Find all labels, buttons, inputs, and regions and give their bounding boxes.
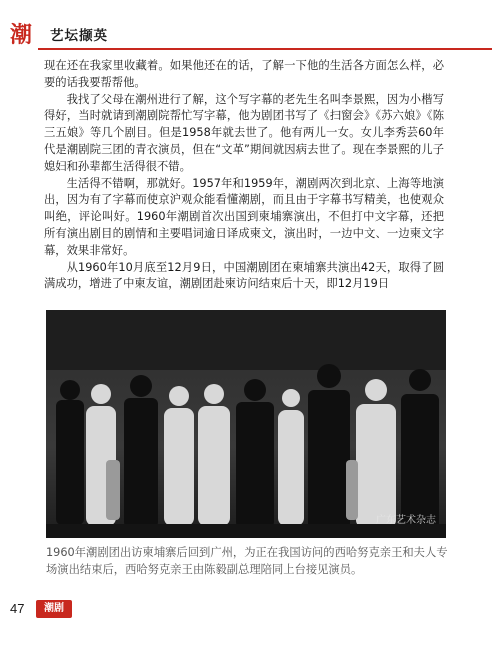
section-title: 艺坛撷英: [50, 28, 108, 44]
photo-watermark: 广东艺术杂志: [376, 515, 436, 526]
paragraph: 我找了父母在潮州进行了解，这个写字幕的老先生名叫李景熙，因为小楷写得好，当时就请到潮剧院帮忙写字幕，他为剧团书写了《扫窗会》《苏六娘》《陈三五娘》等几个剧目。但是1958年就去世了。他有两儿一女。女儿李秀芸60年代是潮剧院三团的青衣演员，但在“文革”期间就因病去世了。现在李景熙的儿子媳妇和孙辈都生活得很不错。: [44, 92, 444, 173]
paragraph: 生活得不错啊，那就好。1957年和1959年，潮剧两次到北京、上海等地演出，因为有了字幕而使京沪观众能看懂潮剧，而且由于字幕书写精美，也使观众叫绝，评论叫好。1960年潮剧首次出国到柬埔寨演出，不但打中文字幕，还把所有演出剧目的剧情和主要唱词逾日译成柬文，演出时，一边中文、一边柬文字幕，效果非常好。: [44, 176, 444, 257]
paragraph: 现在还在我家里收藏着。如果他还在的话，了解一下他的生活各方面怎么样，必要的话我要帮帮他。: [44, 59, 444, 89]
footer-logo: 潮剧: [36, 600, 72, 618]
photo-caption: 1960年潮剧团出访柬埔寨后回到广州，为正在我国访问的西哈努克亲王和夫人专场演出结束后，西哈努克亲王由陈毅副总理陪同上台接见演员。: [46, 546, 448, 576]
header-rule: [38, 48, 492, 50]
page-number: 47: [10, 601, 25, 616]
page-header: [0, 0, 492, 52]
article-body: [44, 58, 444, 293]
historical-photo: [46, 310, 446, 538]
paragraph: 从1960年10月底至12月9日，中国潮剧团在柬埔寨共演出42天，取得了圆满成功，增进了中柬友谊，潮剧团赴柬访问结束后十天，即12月19日: [44, 260, 444, 291]
stage-photo-illustration: [46, 310, 446, 538]
magazine-logo: 潮: [9, 22, 32, 48]
